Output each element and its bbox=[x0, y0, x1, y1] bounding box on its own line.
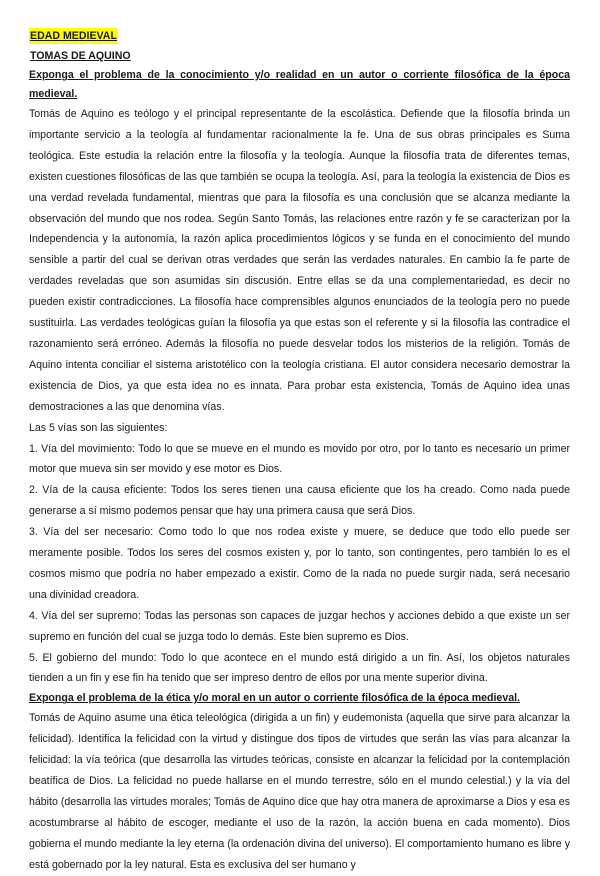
way-item-4: 4. Vía del ser supremo: Todas las personas son capaces de juzgar hechos y acciones debido a que existe un ser supremo en función del cual se juzga todo lo demás. Este bien supremo es Dios. bbox=[29, 609, 570, 643]
period-heading-line bbox=[29, 26, 570, 46]
way-item-3: 3. Vía del ser necesario: Como todo lo que nos rodea existe y muere, se deduce que todo ello puede ser meramente posible. Todos los seres del cosmos existen y, por lo tanto, son contingentes, pero también lo es el cosmos mismo que podría no haber empezado a existir. Como de la nada no puede surgir nada, será necesario una divinidad creadora. bbox=[29, 526, 570, 601]
period-heading: EDAD MEDIEVAL bbox=[30, 30, 117, 42]
paragraph-1: Tomás de Aquino es teólogo y el principal representante de la escolástica. Defiende que la filosofía brinda un importante servicio a la teología al fundamentar racionalmente la fe. Una de sus obras principales es Suma teológica. Este estudia la relación entre la filosofía y la teología. Aunque la filosofía trata de diferentes temas, existen cuestiones filosóficas de las que también se ocupa la teología. Así, para la teología la existencia de Dios es una verdad revelada fundamental, mientras que para la filosofía es una conclusión que se alcanza mediante la observación del mundo que nos rodea. Según Santo Tomás, las relaciones entre razón y fe se caracterizan por la Independencia y la autonomía, la razón aplica procedimientos lógicos y se funda en el conocimiento del mundo sensible a partir del cual se derivan otras verdades que serán las verdades naturales. En cambio la fe parte de verdades reveladas que son asumidas sin discusión. Entre ellas se da una complementariedad, es decir no pueden existir contradicciones. La filosofía hace comprensibles algunos enunciados de la teología pero no puede sustituirla. Las verdades teológicas guían la filosofía ya que estas son el referente y si la filosofía las contradice el razonamiento será erróneo. Además la filosofía no puede desvelar todos los misterios de la religión. Tomás de Aquino intenta conciliar el sistema aristotélico con la teología cristiana. El autor considera necesario demostrar la existencia de Dios, ya que esta idea no es innata. Para probar esta existencia, Tomás de Aquino idea unas demostraciones a las que denomina vías. bbox=[29, 108, 570, 413]
author-heading-line bbox=[29, 46, 570, 66]
author-heading: TOMAS DE AQUINO bbox=[30, 50, 131, 62]
ways-intro: Las 5 vías son las siguientes: bbox=[29, 421, 168, 434]
paragraph-2: Tomás de Aquino asume una ética teleológica (dirigida a un fin) y eudemonista (aquella que sirve para alcanzar la felicidad). Identifica la felicidad con la virtud y distingue dos tipos de virtudes que serán las vías para alcanzar la felicidad: la vía teórica (que desarrolla las virtudes teóricas, consiste en alcanzar la felicidad por la contemplación beatífica de Dios. La felicidad no puede hallarse en el mundo terrestre, sólo en el mundo celestial.) y la vía del hábito (desarrolla las virtudes morales; Tomás de Aquino dice que hay otra manera de aproximarse a Dios y esa es acostumbrarse al hábito de escoger, mediante el uso de la razón, la acción buena en cada momento). Dios gobierna el mundo mediante la ley eterna (la ordenación divina del universo). El comportamiento humano es libre y está gobernado por la ley natural. Esta es exclusiva del ser humano y bbox=[29, 712, 570, 871]
way-item-5: 5. El gobierno del mundo: Todo lo que acontece en el mundo está dirigido a un fin. Así, los objetos naturales tienden a un fin y ese fin ha tenido que ser impreso dentro de ellos por una mente superior divina. bbox=[29, 651, 570, 685]
question-1: Exponga el problema de la conocimiento y/o realidad en un autor o corriente filosófica de la época medieval. bbox=[29, 69, 570, 100]
question-2: Exponga el problema de la ética y/o moral en un autor o corriente filosófica de la época medieval. bbox=[29, 692, 520, 705]
way-item-1: 1. Vía del movimiento: Todo lo que se mueve en el mundo es movido por otro, por lo tanto es necesario un primer motor que mueva sin ser movido y ese motor es Dios. bbox=[29, 442, 570, 476]
way-item-2: 2. Vía de la causa eficiente: Todos los seres tienen una causa eficiente que los ha creado. Como nada puede generarse a sí mismo podemos pensar que hay una primera causa que será Dios. bbox=[29, 484, 570, 518]
